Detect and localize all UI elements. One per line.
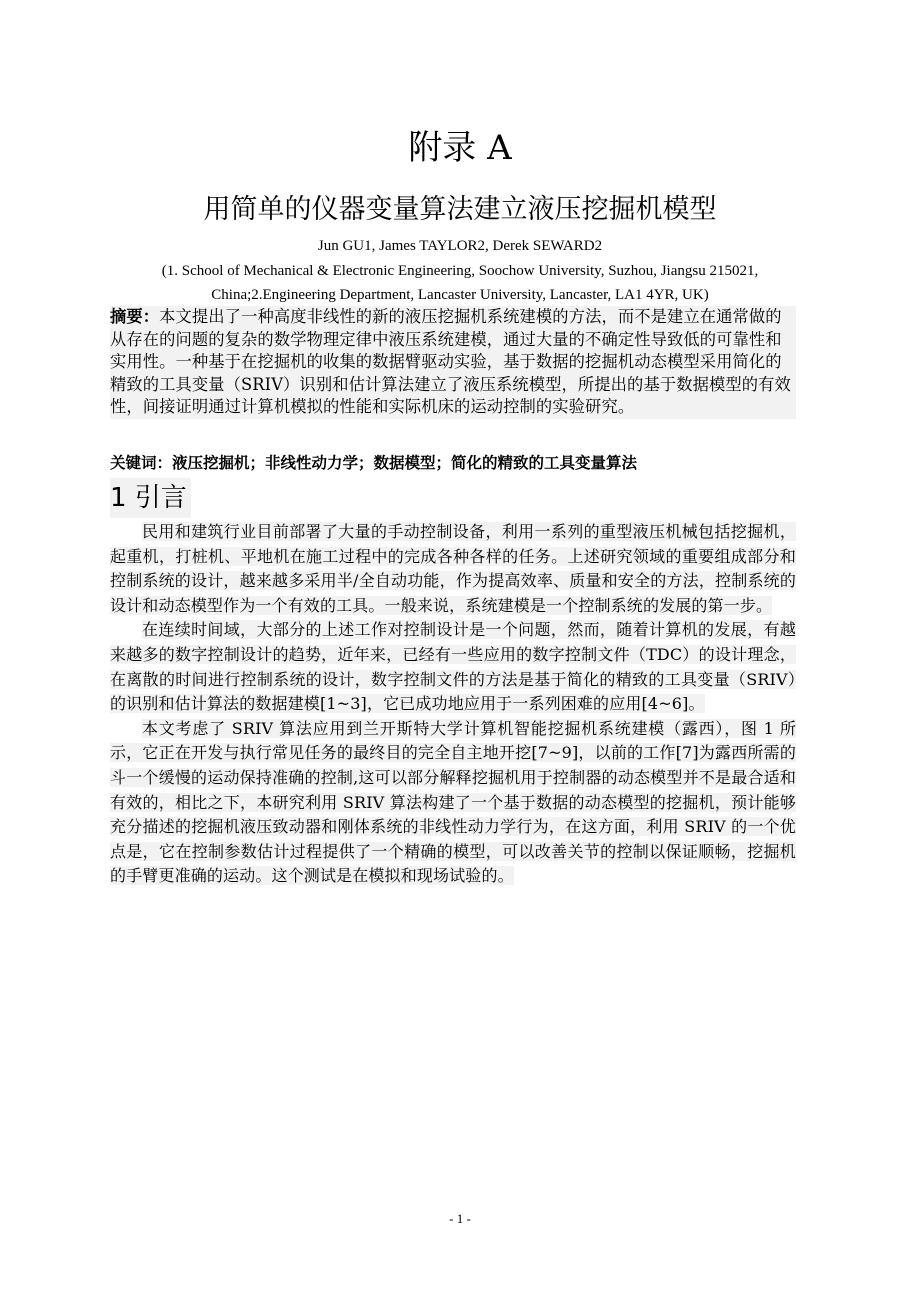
paragraph: 本文考虑了 SRIV 算法应用到兰开斯特大学计算机智能挖掘机系统建模（露西），图 1 所示，它正在开发与执行常见任务的最终目的完全自主地开挖[7~9]，以前的工作[7]为露西所需的斗一个缓慢的运动保持准确的控制,这可以部分解释挖掘机用于控制器的动态模型并不是最合适和有效的，相比之下，本研究利用 SRIV 算法构建了一个基于数据的动态模型的挖掘机，预计能够充分描述的挖掘机液压致动器和刚体系统的非线性动力学行为，在这方面，利用 SRIV 的一个优点是，它在控制参数估计过程提供了一个精确的模型，可以改善关节的控制以保证顺畅，挖掘机的手臂更准确的运动。这个测试是在模拟和现场试验的。 [110, 718, 796, 886]
paragraph: 民用和建筑行业目前部署了大量的手动控制设备，利用一系列的重型液压机械包括挖掘机，起重机，打桩机、平地机在施工过程中的完成各种各样的任务。上述研究领域的重要组成部分和控制系统的设计，越来越多采用半/全自动功能，作为提高效率、质量和安全的方法，控制系统的设计和动态模型作为一个有效的工具。一般来说，系统建模是一个控制系统的发展的第一步。 [110, 522, 796, 615]
affiliations: (1. School of Mechanical & Electronic Engineering, Soochow University, Suzhou, Jiangsu 215021, China;2.Engineering Department, Lancaster University, Lancaster, LA1 4YR, UK) [161, 263, 759, 303]
abstract [110, 306, 796, 419]
body-text [110, 520, 796, 889]
paper-title: 用简单的仪器变量算法建立液压挖掘机模型 [203, 194, 717, 225]
paragraph: 在连续时间域，大部分的上述工作对控制设计是一个问题，然而，随着计算机的发展，有越来越多的数字控制设计的趋势，近年来，已经有一些应用的数字控制文件（TDC）的设计理念，在离散的时间进行控制系统的设计，数字控制文件的方法是基于简化的精致的工具变量（SRIV）的识别和估计算法的数据建模[1~3]，它已成功地应用于一系列困难的应用[4~6]。 [110, 620, 796, 714]
abstract-label: 摘要： [110, 307, 160, 326]
abstract-text: 本文提出了一种高度非线性的新的液压挖掘机系统建模的方法，而不是建立在通常做的从存在的问题的复杂的数学物理定律中液压系统建模，通过大量的不确定性导致低的可靠性和实用性。一种基于在挖掘机的收集的数据臂驱动实验，基于数据的挖掘机动态模型采用简化的精致的工具变量（SRIV）识别和估计算法建立了液压系统模型，所提出的基于数据模型的有效性，间接证明通过计算机模拟的性能和实际机床的运动控制的实验研究。 [110, 307, 791, 416]
keywords: 关键词：液压挖掘机；非线性动力学；数据模型；简化的精致的工具变量算法 [110, 454, 638, 472]
authors-line: Jun GU1, James TAYLOR2, Derek SEWARD2 [317, 238, 603, 254]
appendix-title: 附录 A [408, 128, 512, 168]
page-number: - 1 - [449, 1211, 471, 1226]
section-heading: 1 引言 [110, 478, 191, 518]
